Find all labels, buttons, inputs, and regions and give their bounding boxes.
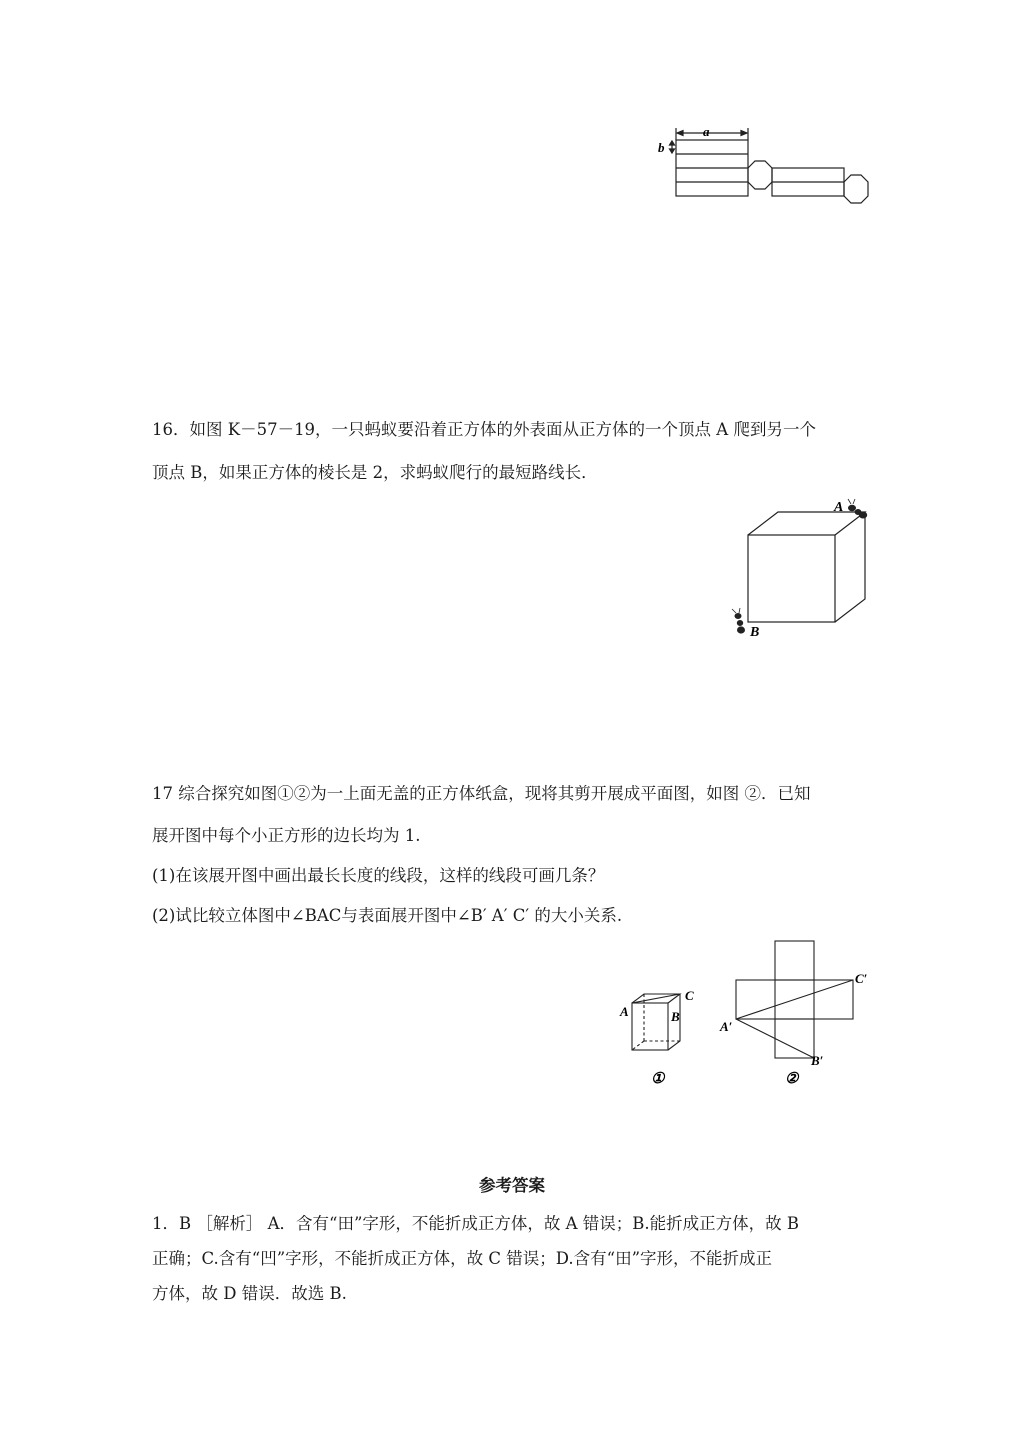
strips-figure [650,120,880,206]
label-B: B [750,625,760,640]
answer1-line2: 正确；C.含有“凹”字形，不能折成正方体，故 C 错误；D.含有“田”字形，不能折成正 [152,1249,773,1268]
q17-sub2: (2)试比较立体图中∠BAC与表面展开图中∠B′ A′ C′ 的大小关系. [152,906,623,925]
label-a: a [703,124,710,139]
label-A: A [834,500,844,515]
label-B: B [671,1009,680,1024]
cube-net-figure [715,935,885,1090]
q16-line2: 顶点 B，如果正方体的棱长是 2，求蚂蚁爬行的最短路线长． [152,463,598,482]
answer1-line1: 1．B ［解析］ A．含有“田”字形，不能折成正方体，故 A 错误；B.能折成正方体，故 B [152,1214,800,1233]
label-C: C [685,988,694,1003]
ant-icon-top [848,499,867,519]
caption-1: ① [651,1071,665,1087]
answers-heading: 参考答案 [479,1176,545,1195]
label-b: b [658,140,665,155]
q17-line1: 17 综合探究如图①②为一上面无盖的正方体纸盒，现将其剪开展成平面图，如图 ②．已知 [152,784,811,803]
cube-ant-figure [720,490,880,650]
answer1-line3: 方体，故 D 错误．故选 B. [152,1284,347,1303]
caption-2: ② [785,1071,799,1087]
label-B-prime: B′ [811,1053,824,1068]
open-cube-figure [615,980,705,1090]
ant-icon-bottom [732,608,745,634]
label-A-prime: A′ [720,1019,733,1034]
label-C-prime: C′ [855,971,868,986]
q17-line2: 展开图中每个小正方形的边长均为 1. [152,826,421,845]
q16-line1: 16．如图 K－57－19，一只蚂蚁要沿着正方体的外表面从正方体的一个顶点 A 爬到另一个 [152,420,816,439]
label-A: A [620,1004,629,1019]
q17-sub1: (1)在该展开图中画出最长长度的线段，这样的线段可画几条？ [152,866,605,885]
